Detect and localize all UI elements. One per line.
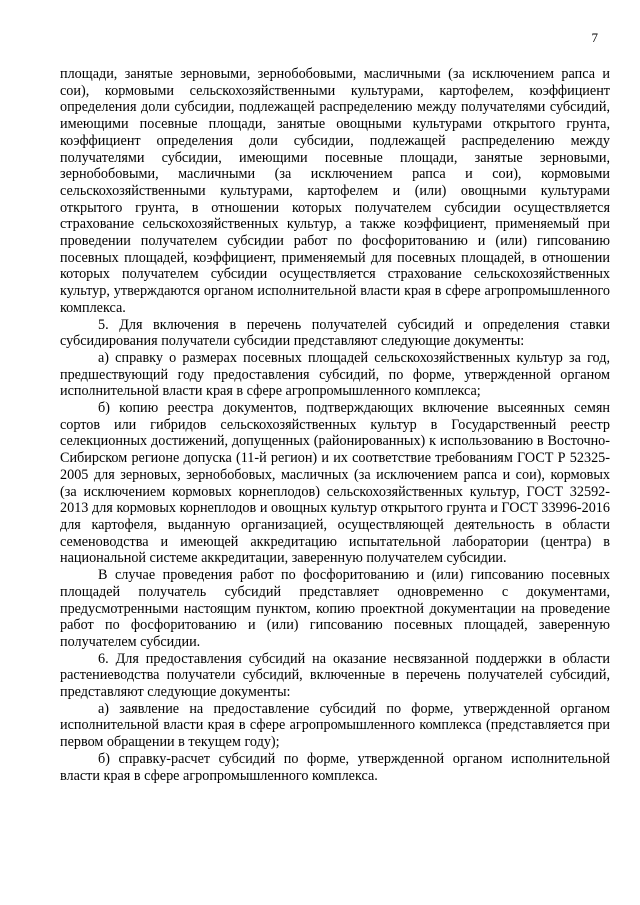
paragraph: а) справку о размерах посевных площадей сельскохозяйственных культур за год, предшествующий году предоставления субсидий, по форме, утвержденной органом исполнительной власти края в сфере агропромышленного комплекса;: [60, 349, 610, 400]
paragraph: б) копию реестра документов, подтверждающих включение высеянных семян сортов или гибридов сельскохозяйственных культур в Государственный реестр селекционных достижений, допущенных (районированных) к использованию в Восточно-Сибирском регионе допуска (11-й регион) и их соответствие требованиям ГОСТ Р 52325-2005 для зерновых, зернобобовых, масличных (за исключением рапса и сои), кормовых (за исключением кормовых корнеплодов) сельскохозяйственных культур, ГОСТ 32592-2013 для кормовых корнеплодов и овощных культур открытого грунта и ГОСТ 33996-2016 для картофеля, выданную организацией, осуществляющей деятельность в области семеноводства и имеющей аккредитацию испытательной лаборатории (центра) в национальной системе аккредитации, заверенную получателем субсидии.: [60, 400, 610, 567]
paragraph: а) заявление на предоставление субсидий по форме, утвержденной органом исполнительной власти края в сфере агропромышленного комплекса (представляется при первом обращении в текущем году);: [60, 700, 610, 751]
paragraph: 6. Для предоставления субсидий на оказание несвязанной поддержки в области растениеводства получатели субсидий, включенные в перечень получателей субсидий, представляют следующие документы:: [60, 650, 610, 701]
page-number: 7: [591, 30, 598, 45]
paragraph: б) справку-расчет субсидий по форме, утвержденной органом исполнительной власти края в сфере агропромышленного комплекса.: [60, 750, 610, 784]
paragraph: площади, занятые зерновыми, зернобобовыми, масличными (за исключением рапса и сои), кормовыми сельскохозяйственными культурами, картофелем, коэффициент определения доли субсидии, подлежащей распределению между получателями субсидий, имеющими посевные площади, занятые овощными культурами открытого грунта, коэффициент определения доли субсидии, подлежащей распределению между получателями субсидии, имеющими посевные площади, занятые зерновыми, зернобобовыми, масличными (за исключением рапса и сои), кормовыми сельскохозяйственными культурами, картофелем и (или) овощными культурами открытого грунта, в отношении которых получателем субсидии осуществляется страхование сельскохозяйственных культур, а также коэффициент, применяемый при проведении получателем субсидии работ по фосфоритованию и (или) гипсованию посевных площадей, коэффициент, применяемый для посевных площадей, в отношении которых получателем субсидии осуществляется страхование сельскохозяйственных культур, утверждаются органом исполнительной власти края в сфере агропромышленного комплекса.: [60, 66, 610, 316]
paragraph: В случае проведения работ по фосфоритованию и (или) гипсованию посевных площадей получатель субсидий представляет одновременно с документами, предусмотренными настоящим пунктом, копию проектной документации на проведение работ по фосфоритованию и (или) гипсованию посевных площадей, заверенную получателем субсидии.: [60, 567, 610, 650]
paragraph: 5. Для включения в перечень получателей субсидий и определения ставки субсидирования получатели субсидии представляют следующие документы:: [60, 316, 610, 350]
document-body: [60, 66, 610, 784]
